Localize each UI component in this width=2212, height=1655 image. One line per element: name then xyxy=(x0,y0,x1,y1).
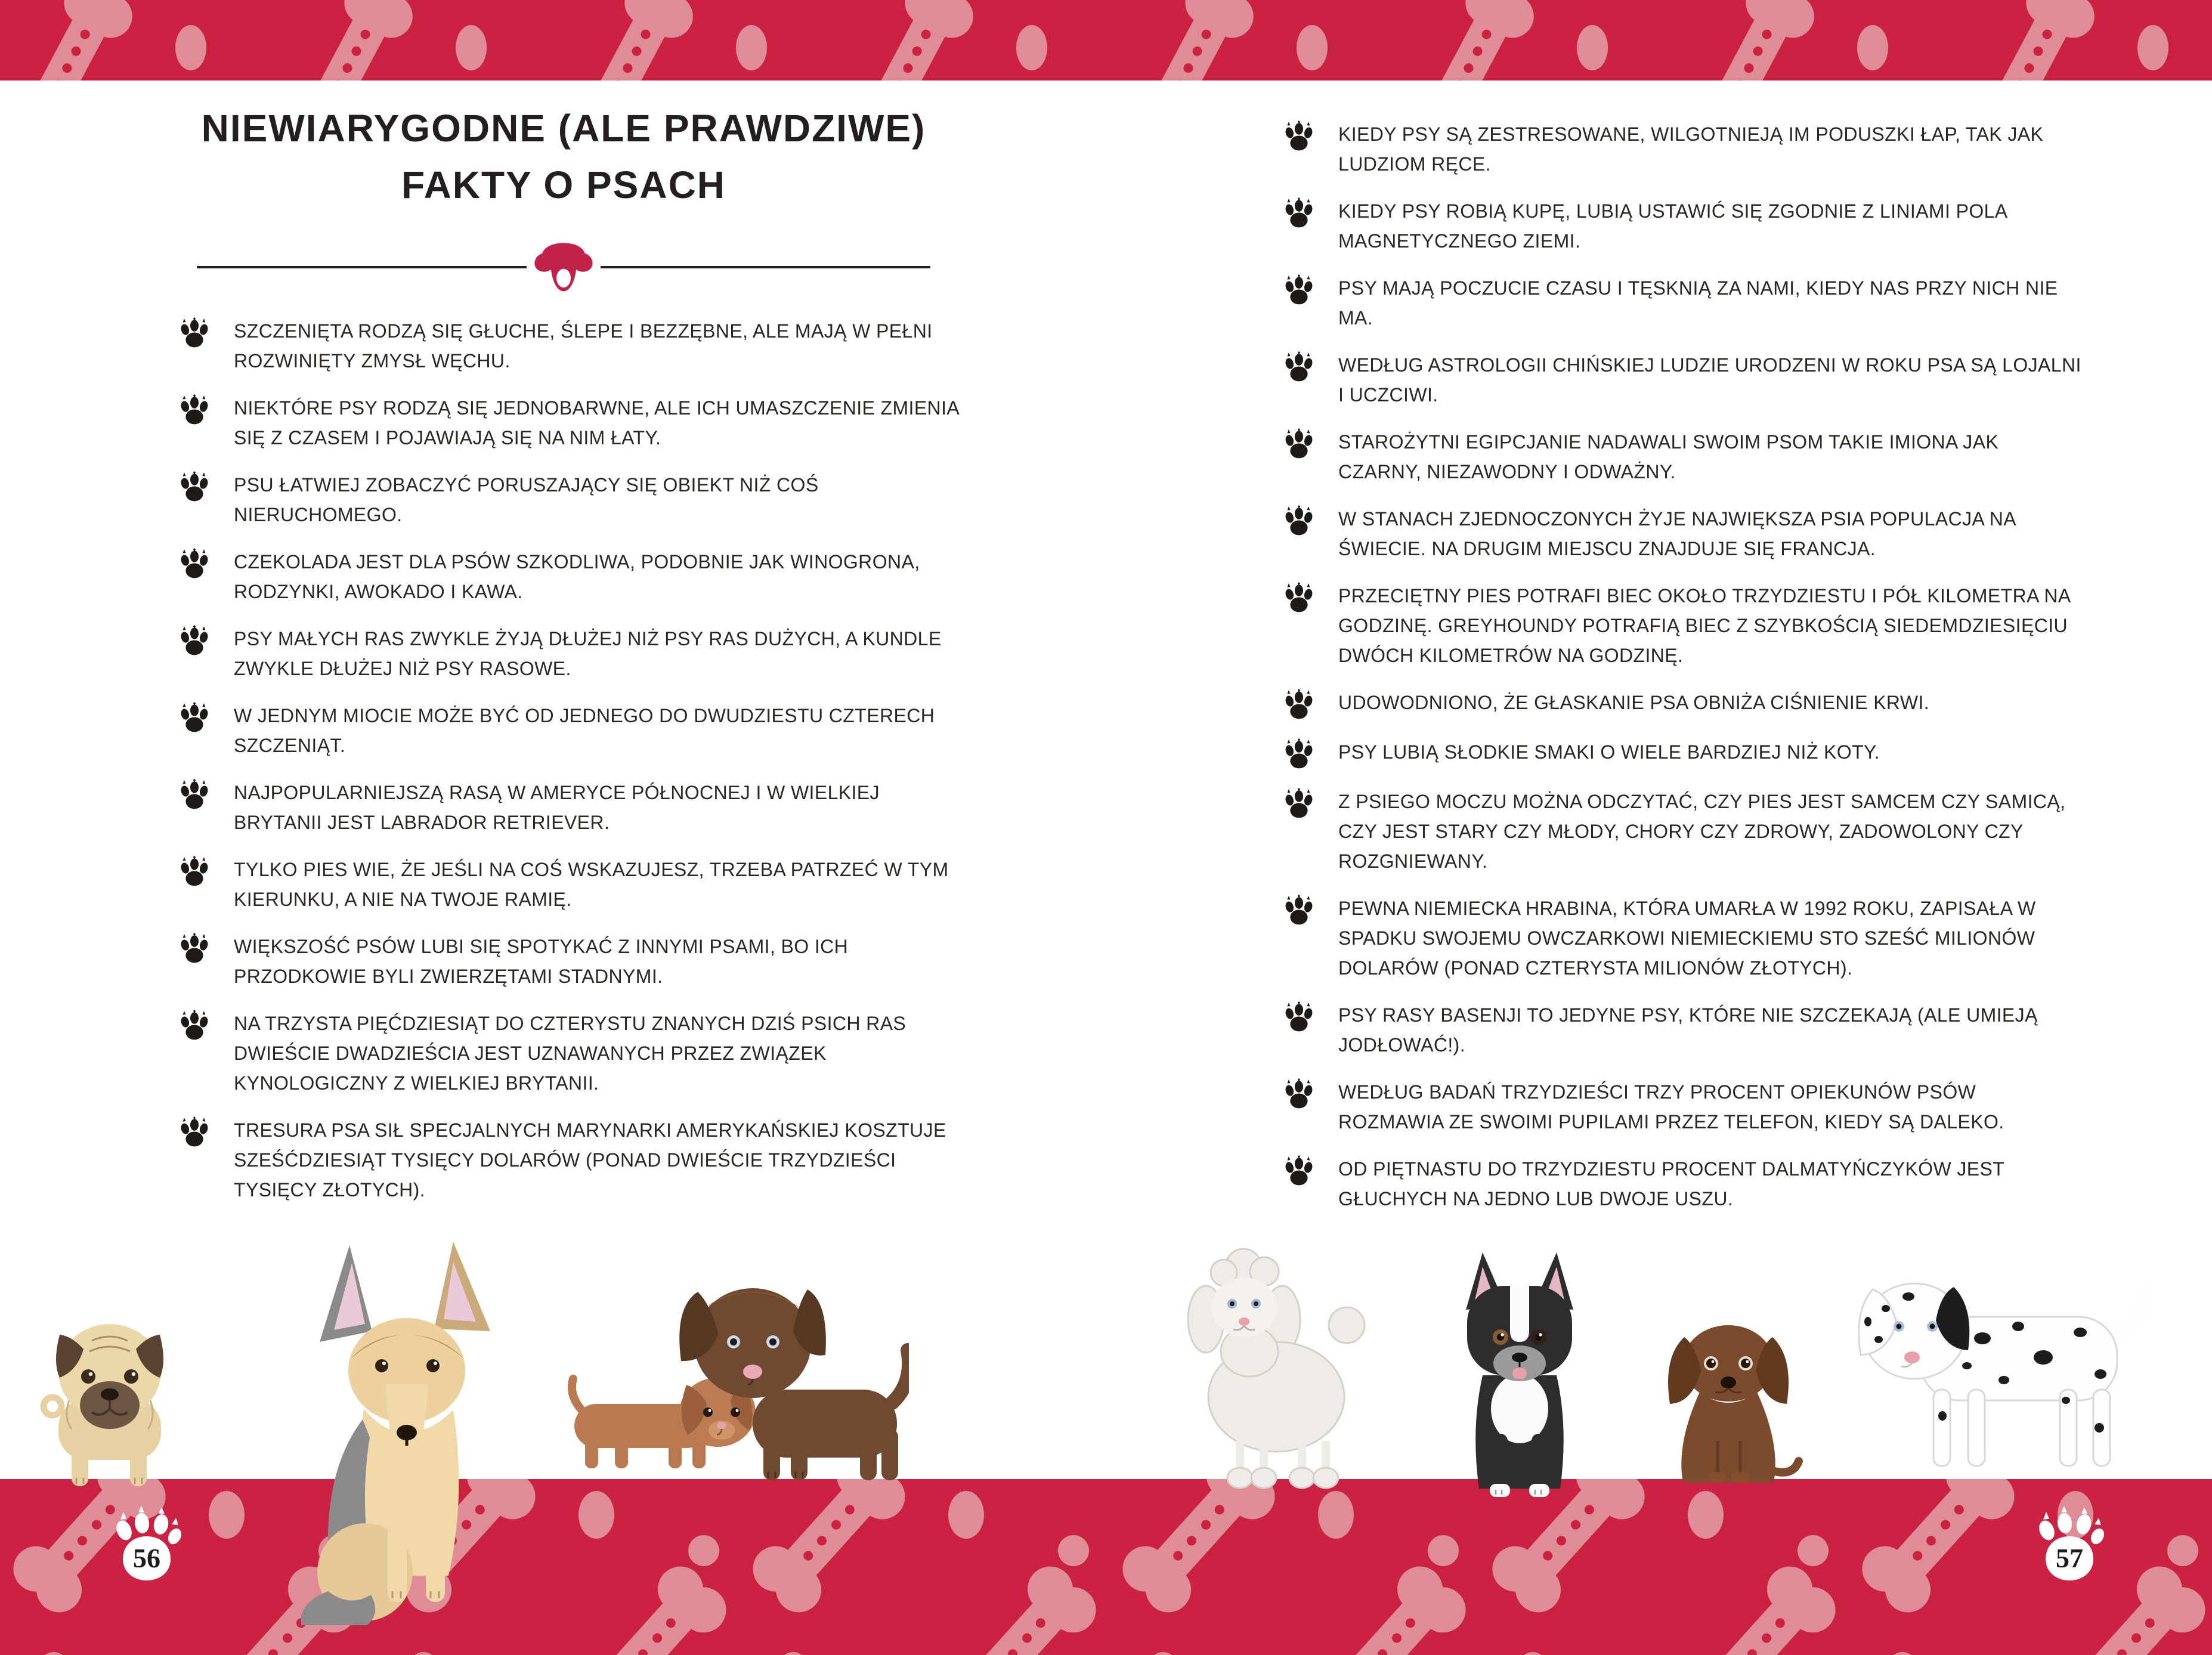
fact-item xyxy=(179,701,963,760)
fact-text: PSY MAJĄ POCZUCIE CZASU I TĘSKNIĄ ZA NAMI, KIEDY NAS PRZY NICH NIE MA. xyxy=(1338,277,2058,329)
page-number-badge-left xyxy=(107,1505,185,1586)
paw-bullet-icon xyxy=(1283,895,1314,926)
fact-item xyxy=(1283,893,2083,983)
facts-list-right xyxy=(1283,119,2083,1231)
german-shepherd-illustration xyxy=(292,1241,549,1625)
fact-item xyxy=(1283,581,2083,670)
fact-text: PEWNA NIEMIECKA HRABINA, KTÓRA UMARŁA W 1992 ROKU, ZAPISAŁA W SPADKU SWOJEMU OWCZARKOWI NIEMIECKIEMU STO SZEŚĆ MILIONÓW DOLARÓW (PONAD CZTERYSTA MILIONÓW ZŁOTYCH). xyxy=(1338,898,2036,979)
fact-text: TYLKO PIES WIE, ŻE JEŚLI NA COŚ WSKAZUJESZ, TRZEBA PATRZEĆ W TYM KIERUNKU, A NIE NA TWOJE RAMIĘ. xyxy=(234,859,949,910)
fact-item xyxy=(179,547,963,607)
paw-bullet-icon xyxy=(1283,120,1314,151)
fact-text: NIEKTÓRE PSY RODZĄ SIĘ JEDNOBARWNE, ALE ICH UMASZCZENIE ZMIENIA SIĘ Z CZASEM I POJAWIAJĄ SIĘ NA NIM ŁATY. xyxy=(234,397,959,448)
fact-item xyxy=(179,1115,963,1205)
fact-text: PSY LUBIĄ SŁODKIE SMAKI O WIELE BARDZIEJ NIŻ KOTY. xyxy=(1338,741,1880,763)
fact-text: UDOWODNIONO, ŻE GŁASKANIE PSA OBNIŻA CIŚNIENIE KRWI. xyxy=(1338,692,1930,713)
fact-text: TRESURA PSA SIŁ SPECJALNYCH MARYNARKI AMERYKAŃSKIEJ KOSZTUJE SZEŚĆDZIESIĄT TYSIĘCY DOLARÓW (PONAD DWIEŚCIE TRZYDZIEŚCI TYSIĘCY ZŁOTYCH). xyxy=(234,1119,946,1201)
fact-item xyxy=(1283,737,2083,769)
fact-item xyxy=(179,1009,963,1098)
fact-text: PSU ŁATWIEJ ZOBACZYĆ PORUSZAJĄCY SIĘ OBIEKT NIŻ COŚ NIERUCHOMEGO. xyxy=(234,474,819,525)
fact-item xyxy=(1283,787,2083,876)
poodle-illustration xyxy=(1181,1241,1381,1496)
page-title-line1: NIEWIARYGODNE (ALE PRAWDZIWE) xyxy=(201,107,926,150)
paw-bullet-icon xyxy=(179,702,210,733)
paw-bullet-icon xyxy=(1283,505,1314,536)
fact-text: WIĘKSZOŚĆ PSÓW LUBI SIĘ SPOTYKAĆ Z INNYMI PSAMI, BO ICH PRZODKOWIE BYLI ZWIERZĘTAMI STADNYMI. xyxy=(234,936,849,987)
fact-item xyxy=(179,393,963,453)
boston-terrier-illustration xyxy=(1448,1249,1591,1502)
facts-list-left xyxy=(179,316,963,1222)
fact-text: PSY MAŁYCH RAS ZWYKLE ŻYJĄ DŁUŻEJ NIŻ PSY RAS DUŻYCH, A KUNDLE ZWYKLE DŁUŻEJ NIŻ PSY RASOWE. xyxy=(234,628,942,679)
fact-item xyxy=(179,932,963,991)
page-number-right: 57 xyxy=(2056,1543,2083,1573)
divider-line-right xyxy=(601,266,930,268)
chocolate-dog-illustration xyxy=(663,1270,909,1486)
paw-bullet-icon xyxy=(179,1010,210,1041)
paw-bullet-icon xyxy=(179,625,210,656)
dog-head-icon xyxy=(529,240,598,295)
fact-text: Z PSIEGO MOCZU MOŻNA ODCZYTAĆ, CZY PIES JEST SAMCEM CZY SAMICĄ, CZY JEST STARY CZY MŁODY, CHORY CZY ZDROWY, ZADOWOLONY CZY ROZGNIEWANY. xyxy=(1338,791,2066,872)
dalmatian-illustration xyxy=(1844,1260,2178,1491)
paw-bullet-icon xyxy=(1283,274,1314,305)
fact-text: WEDŁUG BADAŃ TRZYDZIEŚCI TRZY PROCENT OPIEKUNÓW PSÓW ROZMAWIA ZE SWOIMI PUPILAMI PRZEZ TELEFON, KIEDY SĄ DALEKO. xyxy=(1338,1081,2004,1133)
top-bone-band xyxy=(0,0,2212,81)
paw-bullet-icon xyxy=(179,317,210,348)
page-title-line2: FAKTY O PSACH xyxy=(401,163,726,206)
divider-line-left xyxy=(197,266,527,268)
fact-item xyxy=(179,624,963,683)
fact-item xyxy=(179,316,963,376)
fact-item xyxy=(179,855,963,914)
fact-text: W JEDNYM MIOCIE MOŻE BYĆ OD JEDNEGO DO DWUDZIESTU CZTERECH SZCZENIĄT. xyxy=(234,705,935,756)
paw-bullet-icon xyxy=(179,856,210,887)
fact-item xyxy=(179,470,963,530)
fact-item xyxy=(179,778,963,837)
fact-text: NA TRZYSTA PIĘĆDZIESIĄT DO CZTERYSTU ZNANYCH DZIŚ PSICH RAS DWIEŚCIE DWADZIEŚCIA JEST UZNAWANYCH PRZEZ ZWIĄZEK KYNOLOGICZNY Z WIELKIEJ BRYTANII. xyxy=(234,1013,907,1094)
fact-item xyxy=(1283,119,2083,179)
fact-item xyxy=(1283,688,2083,720)
paw-bullet-icon xyxy=(1283,1155,1314,1186)
paw-bullet-icon xyxy=(1283,351,1314,382)
fact-text: PSY RASY BASENJI TO JEDYNE PSY, KTÓRE NIE SZCZEKAJĄ (ALE UMIEJĄ JODŁOWAĆ!). xyxy=(1338,1004,2038,1056)
fact-item xyxy=(1283,427,2083,487)
fact-text: WEDŁUG ASTROLOGII CHIŃSKIEJ LUDZIE URODZENI W ROKU PSA SĄ LOJALNI I UCZCIWI. xyxy=(1338,354,2081,406)
paw-bullet-icon xyxy=(179,394,210,425)
fact-text: OD PIĘTNASTU DO TRZYDZIESTU PROCENT DALMATYŃCZYKÓW JEST GŁUCHYCH NA JEDNO LUB DWOJE USZU. xyxy=(1338,1158,2004,1209)
fact-text: KIEDY PSY SĄ ZESTRESOWANE, WILGOTNIEJĄ IM PODUSZKI ŁAP, TAK JAK LUDZIOM RĘCE. xyxy=(1338,123,2044,175)
paw-bullet-icon xyxy=(179,471,210,502)
paw-bullet-icon xyxy=(1283,689,1314,720)
title-divider xyxy=(197,239,930,296)
fact-text: PRZECIĘTNY PIES POTRAFI BIEC OKOŁO TRZYDZIESTU I PÓŁ KILOMETRA NA GODZINĘ. GREYHOUNDY POTRAFIĄ BIEC Z SZYBKOŚCIĄ SIEDEMDZIESIĘCIU DWÓCH KILOMETRÓW NA GODZINĘ. xyxy=(1338,585,2070,666)
fact-text: CZEKOLADA JEST DLA PSÓW SZKODLIWA, PODOBNIE JAK WINOGRONA, RODZYNKI, AWOKADO I KAWA. xyxy=(234,551,920,602)
paw-bullet-icon xyxy=(1283,1078,1314,1109)
paw-bullet-icon xyxy=(179,779,210,810)
fact-item xyxy=(1283,1000,2083,1060)
fact-item xyxy=(1283,504,2083,564)
page-number-left: 56 xyxy=(133,1543,160,1573)
fact-item xyxy=(1283,273,2083,333)
dachshund-illustration xyxy=(1641,1319,1815,1490)
paw-bullet-icon xyxy=(1283,428,1314,459)
fact-item xyxy=(1283,196,2083,256)
paw-bullet-icon xyxy=(179,548,210,579)
fact-text: W STANACH ZJEDNOCZONYCH ŻYJE NAJWIĘKSZA PSIA POPULACJA NA ŚWIECIE. NA DRUGIM MIEJSCU ZNAJDUJE SIĘ FRANCJA. xyxy=(1338,508,2016,559)
pug-illustration xyxy=(35,1310,185,1492)
paw-bullet-icon xyxy=(1283,1001,1314,1032)
fact-item xyxy=(1283,1154,2083,1214)
fact-text: STAROŻYTNI EGIPCJANIE NADAWALI SWOIM PSOM TAKIE IMIONA JAK CZARNY, NIEZAWODNY I ODWAŻNY. xyxy=(1338,431,1999,482)
fact-item xyxy=(1283,1077,2083,1137)
fact-text: NAJPOPULARNIEJSZĄ RASĄ W AMERYCE PÓŁNOCNEJ I W WIELKIEJ BRYTANII JEST LABRADOR RETRIEVER. xyxy=(234,782,880,833)
page-title xyxy=(179,100,948,213)
page-number-badge-right xyxy=(2030,1505,2108,1586)
paw-bullet-icon xyxy=(1283,197,1314,228)
paw-bullet-icon xyxy=(179,1116,210,1147)
paw-bullet-icon xyxy=(1283,788,1314,819)
fact-text: SZCZENIĘTA RODZĄ SIĘ GŁUCHE, ŚLEPE I BEZZĘBNE, ALE MAJĄ W PEŁNI ROZWINIĘTY ZMYSŁ WĘCHU. xyxy=(234,320,933,372)
paw-bullet-icon xyxy=(179,933,210,964)
fact-item xyxy=(1283,350,2083,410)
fact-text: KIEDY PSY ROBIĄ KUPĘ, LUBIĄ USTAWIĆ SIĘ ZGODNIE Z LINIAMI POLA MAGNETYCZNEGO ZIEMI. xyxy=(1338,200,2007,252)
paw-bullet-icon xyxy=(1283,582,1314,613)
paw-bullet-icon xyxy=(1283,738,1314,769)
